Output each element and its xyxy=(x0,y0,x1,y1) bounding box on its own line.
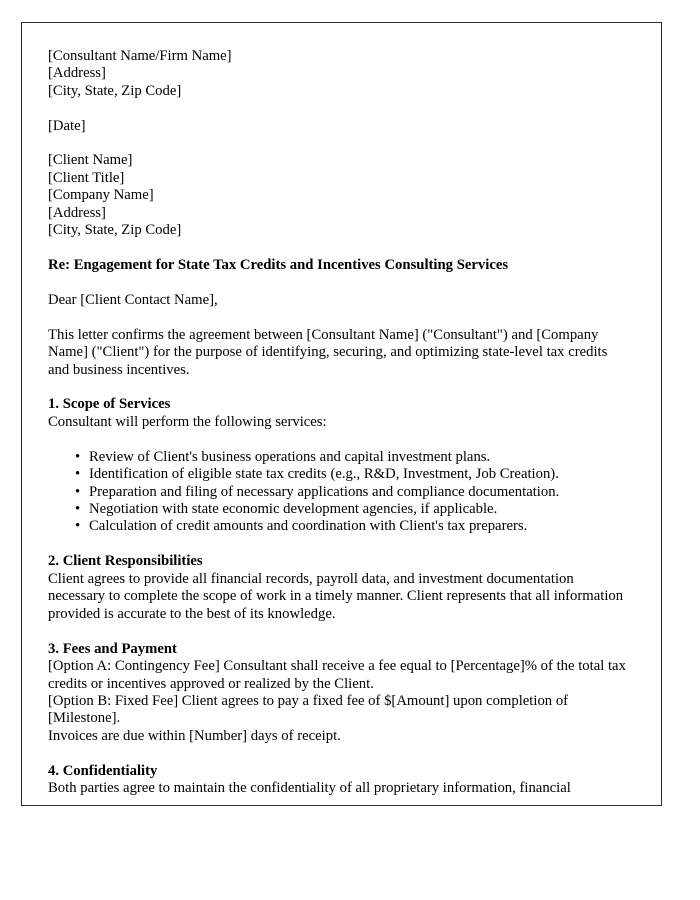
section-lead-in: Consultant will perform the following services: xyxy=(48,414,327,431)
spacer xyxy=(48,379,628,396)
spacer xyxy=(48,536,628,553)
spacer xyxy=(48,135,628,152)
subject-line: Re: Engagement for State Tax Credits and Incentives Consulting Services xyxy=(48,256,509,273)
bullet-icon: • xyxy=(75,483,81,500)
bullet-icon: • xyxy=(75,466,81,483)
salutation: Dear [Client Contact Name], xyxy=(48,291,218,308)
list-item-label: Calculation of credit amounts and coordination with Client's tax preparers. xyxy=(89,518,528,535)
recipient-title-line: [Client Title] xyxy=(48,169,125,186)
list-item xyxy=(75,483,628,501)
spacer xyxy=(48,309,628,326)
bullet-icon: • xyxy=(75,501,81,518)
list-item-label: Review of Client's business operations and capital investment plans. xyxy=(89,448,491,465)
list-item xyxy=(75,466,628,483)
section-heading: 4. Confidentiality xyxy=(48,762,158,779)
spacer xyxy=(48,239,628,256)
sender-address-line: [Address] xyxy=(48,65,106,82)
list-item-label: Identification of eligible state tax credits (e.g., R&D, Investment, Job Creation). xyxy=(89,466,559,483)
list-item-label: Preparation and filing of necessary applications and compliance documentation. xyxy=(89,483,560,500)
recipient-company-line: [Company Name] xyxy=(48,187,154,204)
spacer xyxy=(48,275,628,292)
section-body-option-b: [Option B: Fixed Fee] Client agrees to pay a fixed fee of $[Amount] upon completion of [Milestone]. xyxy=(48,693,569,727)
section-client-responsibilities xyxy=(48,553,628,623)
section-scope-of-services xyxy=(48,396,628,536)
section-body: Client agrees to provide all financial records, payroll data, and investment documentation necessary to complete the scope of work in a timely manner. Client represents that all information provided is accurate to the best of its knowledge. xyxy=(48,570,624,622)
sender-city-state-zip-line: [City, State, Zip Code] xyxy=(48,82,182,99)
bullet-icon: • xyxy=(75,518,81,535)
spacer xyxy=(48,100,628,117)
spacer xyxy=(48,431,628,448)
list-item xyxy=(75,501,628,518)
sender-address-block xyxy=(48,48,628,100)
section-heading: 1. Scope of Services xyxy=(48,396,171,413)
list-item xyxy=(75,518,628,535)
date-line: [Date] xyxy=(48,117,86,134)
section-body: Both parties agree to maintain the confidentiality of all proprietary information, financial xyxy=(48,780,571,797)
section-heading: 2. Client Responsibilities xyxy=(48,553,203,570)
section-body-invoices: Invoices are due within [Number] days of receipt. xyxy=(48,727,341,744)
list-item xyxy=(75,448,628,466)
recipient-address-line: [Address] xyxy=(48,204,106,221)
recipient-address-block xyxy=(48,152,628,239)
intro-paragraph: This letter confirms the agreement between [Consultant Name] ("Consultant") and [Company Name] ("Client") for the purpose of identifying, securing, and optimizing state-level tax credits and business incentives. xyxy=(48,326,608,378)
recipient-city-state-zip-line: [City, State, Zip Code] xyxy=(48,222,182,239)
spacer xyxy=(48,745,628,762)
section-confidentiality xyxy=(48,763,628,798)
section-body-option-a: [Option A: Contingency Fee] Consultant shall receive a fee equal to [Percentage]% of the total tax credits or incentives approved or realized by the Client. xyxy=(48,658,626,692)
section-fees-and-payment xyxy=(48,641,628,746)
bullet-icon: • xyxy=(75,448,81,465)
document-page xyxy=(21,22,662,806)
sender-name-line: [Consultant Name/Firm Name] xyxy=(48,48,232,64)
recipient-name-line: [Client Name] xyxy=(48,152,133,169)
section-heading: 3. Fees and Payment xyxy=(48,640,177,657)
list-item-label: Negotiation with state economic development agencies, if applicable. xyxy=(89,501,498,518)
document-body xyxy=(48,48,628,798)
spacer xyxy=(48,623,628,640)
scope-of-services-list xyxy=(48,449,628,536)
